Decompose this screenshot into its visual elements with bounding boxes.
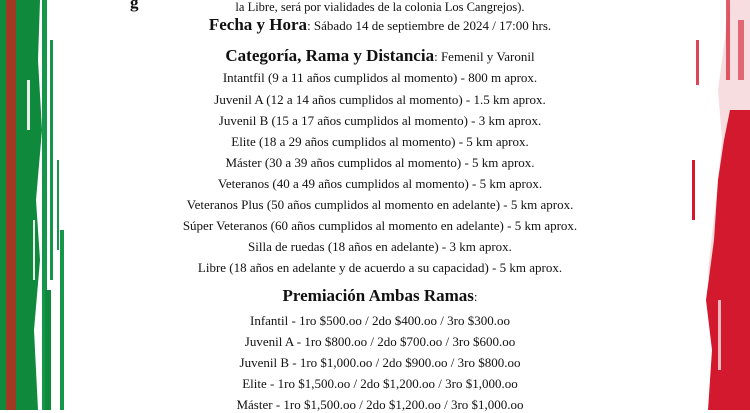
flag-green-stripe: [0, 0, 72, 410]
cut-off-heading-fragment: g: [130, 0, 139, 12]
prize-row: Elite - 1ro $1,500.oo / 2do $1,200.oo / 3ro $1,000.oo: [242, 376, 518, 391]
flag-red-stripe: [688, 0, 750, 410]
category-item: Juvenil B (15 a 17 años cumplidos al momento) - 3 km aprox.: [218, 113, 542, 128]
category-item: Libre (18 años en adelante y de acuerdo a su capacidad) - 5 km aprox.: [197, 260, 563, 275]
premiacion-colon: :: [473, 289, 478, 304]
categoria-label: Categoría, Rama y Distancia: [225, 46, 435, 65]
prize-row: Máster - 1ro $1,500.oo / 2do $1,200.oo / 3ro $1,000.oo: [236, 397, 524, 412]
category-item: Juvenil A (12 a 14 años cumplidos al momento) - 1.5 km aprox.: [214, 92, 546, 107]
category-item: Veteranos (40 a 49 años cumplidos al momento) - 5 km aprox.: [217, 176, 543, 191]
fecha-value: : Sábado 14 de septiembre de 2024 / 17:00 hrs.: [307, 18, 552, 33]
category-item: Veteranos Plus (50 años cumplidos al momento en adelante) - 5 km aprox.: [186, 197, 574, 212]
category-item: Máster (30 a 39 años cumplidos al momento) - 5 km aprox.: [225, 155, 535, 170]
category-item: Elite (18 a 29 años cumplidos al momento) - 5 km aprox.: [231, 134, 529, 149]
premiacion-label: Premiación Ambas Ramas: [282, 286, 474, 305]
fecha-line: [72, 17, 688, 34]
event-details: [72, 0, 688, 410]
prize-row: Juvenil A - 1ro $800.oo / 2do $700.oo / 3ro $600.oo: [244, 334, 516, 349]
categoria-value: : Femenil y Varonil: [434, 49, 535, 64]
category-item: Silla de ruedas (18 años en adelante) - 3 km aprox.: [248, 239, 512, 254]
prize-row: Juvenil B - 1ro $1,000.oo / 2do $900.oo / 3ro $800.oo: [239, 355, 521, 370]
category-item: Súper Veteranos (60 años cumplidos al momento en adelante) - 5 km aprox.: [182, 218, 578, 233]
intro-line: la Libre, será por vialidades de la colonia Los Cangrejos).: [235, 0, 525, 14]
categoria-line: [72, 48, 688, 65]
fecha-label: Fecha y Hora: [208, 15, 308, 34]
category-item: Intantfil (9 a 11 años cumplidos al momento) - 800 m aprox.: [222, 70, 538, 85]
premiacion-heading: [72, 288, 688, 305]
prize-row: Infantil - 1ro $500.oo / 2do $400.oo / 3ro $300.oo: [250, 313, 510, 328]
